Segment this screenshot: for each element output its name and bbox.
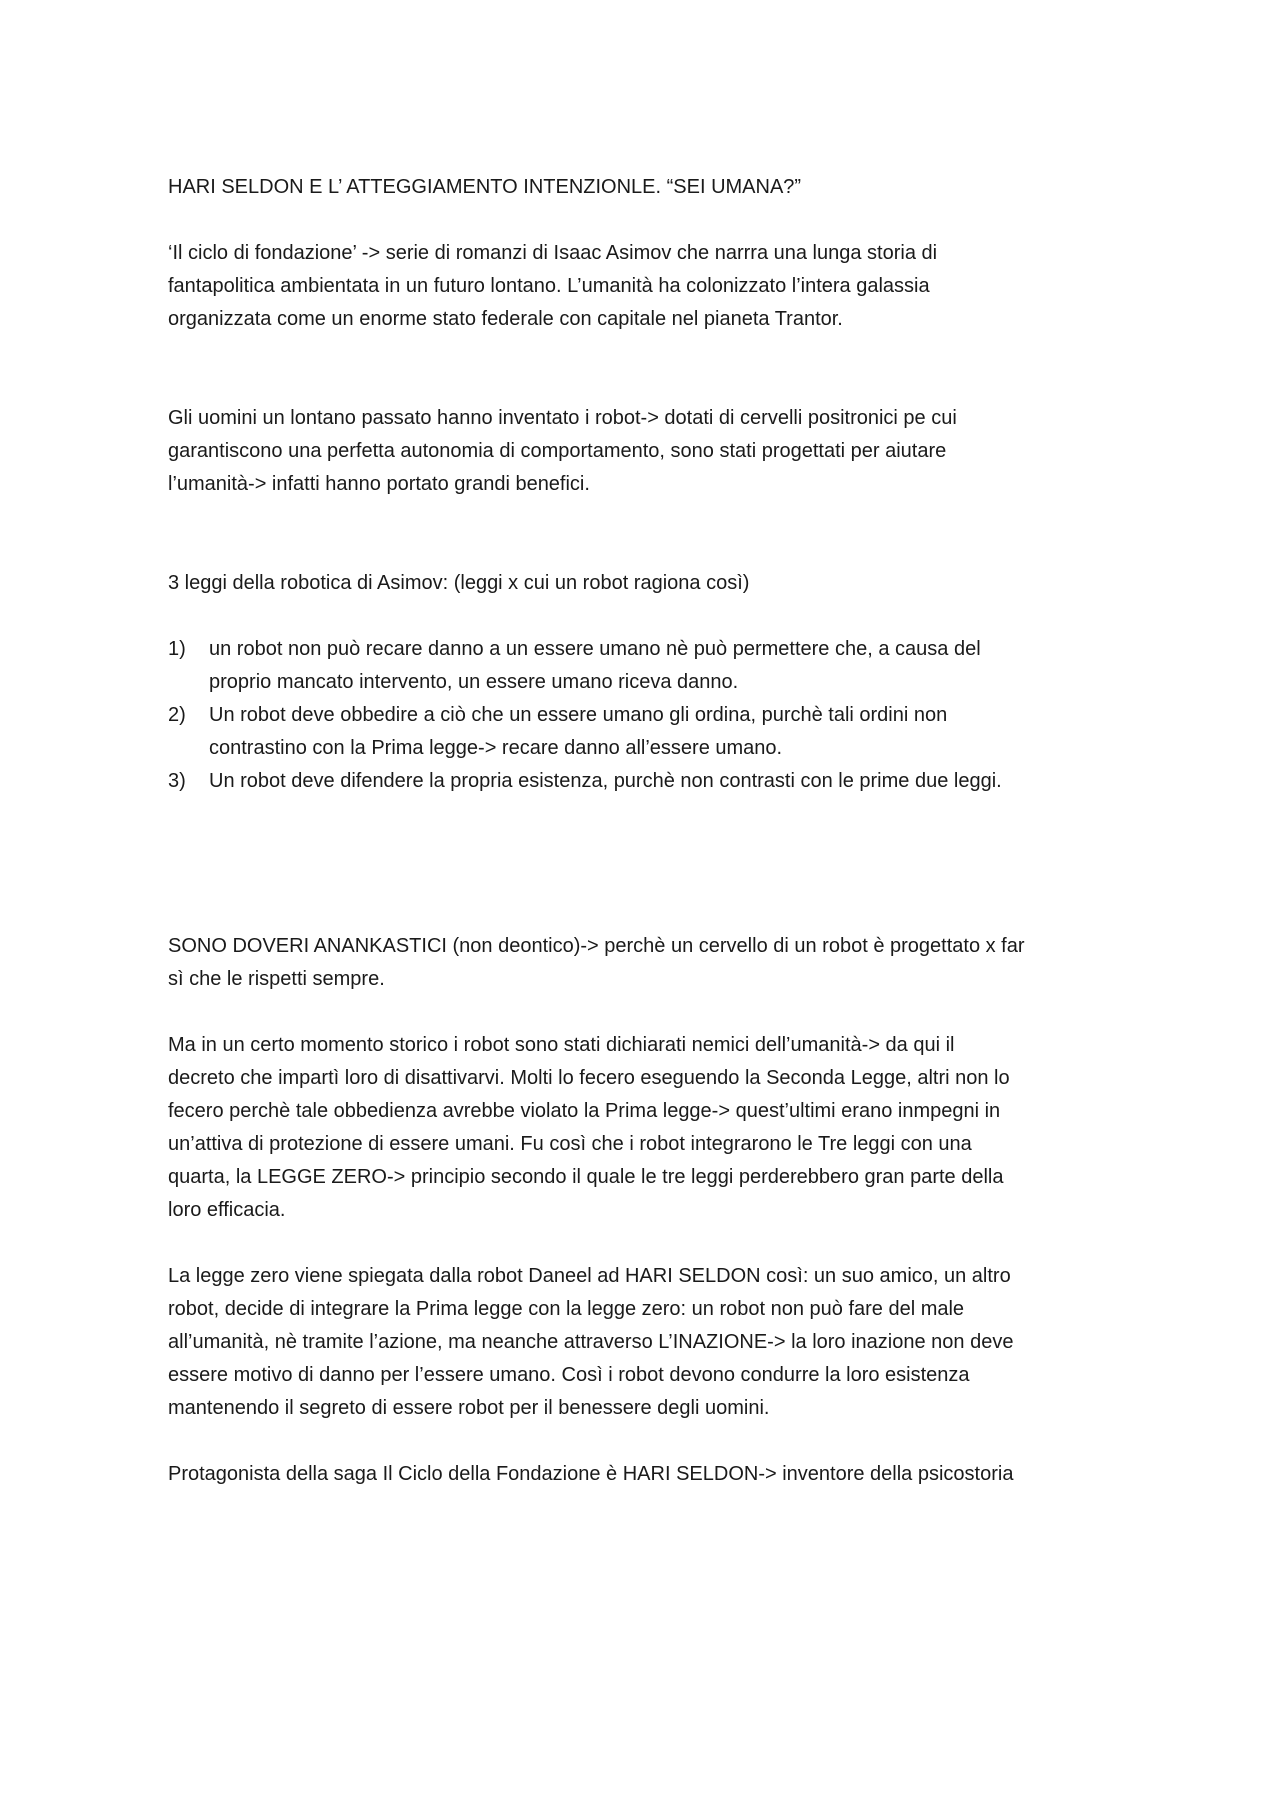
law-text: Un robot deve obbedire a ciò che un essere umano gli ordina, purchè tali ordini non contrastino con la Prima legge-> recare danno all’essere umano.: [209, 704, 948, 759]
paragraph-intro: ‘Il ciclo di fondazione’ -> serie di romanzi di Isaac Asimov che narrra una lunga storia di fantapolitica ambientata in un futuro lontano. L’umanità ha colonizzato l’intera galassia organizzata come un enorme stato federale con capitale nel pianeta Trantor.: [168, 242, 938, 330]
paragraph-legge-zero-explained: La legge zero viene spiegata dalla robot Daneel ad HARI SELDON così: un suo amico, un altro robot, decide di integrare la Prima legge con la legge zero: un robot non può fare del male all’umanità, nè tramite l’azione, ma neanche attraverso L’INAZIONE-> la loro inazione non deve essere motivo di danno per l’essere umano. Così i robot devono condurre la loro esistenza mantenendo il segreto di essere robot per il benessere degli uomini.: [168, 1265, 1014, 1419]
document-title: HARI SELDON E L’ ATTEGGIAMENTO INTENZIONLE. “SEI UMANA?”: [168, 176, 802, 198]
law-item-1: [168, 633, 1128, 699]
law-number: 1): [168, 638, 186, 660]
paragraph-doveri-anankastici: SONO DOVERI ANANKASTICI (non deontico)-> perchè un cervello di un robot è progettato x far sì che le rispetti sempre.: [168, 935, 1025, 990]
paragraph-protagonista: Protagonista della saga Il Ciclo della Fondazione è HARI SELDON-> inventore della psicostoria: [168, 1463, 1014, 1485]
law-item-2: [168, 699, 1128, 765]
law-text: un robot non può recare danno a un essere umano nè può permettere che, a causa del proprio mancato intervento, un essere umano riceva danno.: [209, 638, 981, 693]
law-number: 2): [168, 704, 186, 726]
laws-list: [168, 633, 1128, 798]
law-text: Un robot deve difendere la propria esistenza, purchè non contrasti con le prime due leggi.: [209, 770, 1002, 792]
paragraph-laws-intro: 3 leggi della robotica di Asimov: (leggi x cui un robot ragiona così): [168, 572, 750, 594]
law-item-3: [168, 765, 1128, 798]
paragraph-legge-zero-origin: Ma in un certo momento storico i robot sono stati dichiarati nemici dell’umanità-> da qui il decreto che impartì loro di disattivarvi. Molti lo fecero eseguendo la Seconda Legge, altri non lo fecero perchè tale obbedienza avrebbe violato la Prima legge-> quest’ultimi erano inmpegni in un’attiva di protezione di essere umani. Fu così che i robot integrarono le Tre leggi con una quarta, la LEGGE ZERO-> principio secondo il quale le tre leggi perderebbero gran parte della loro efficacia.: [168, 1034, 1010, 1221]
paragraph-robots: Gli uomini un lontano passato hanno inventato i robot-> dotati di cervelli positronici pe cui garantiscono una perfetta autonomia di comportamento, sono stati progettati per aiutare l’umanità-> infatti hanno portato grandi benefici.: [168, 407, 957, 495]
document-body: [168, 171, 1128, 1491]
law-number: 3): [168, 770, 186, 792]
